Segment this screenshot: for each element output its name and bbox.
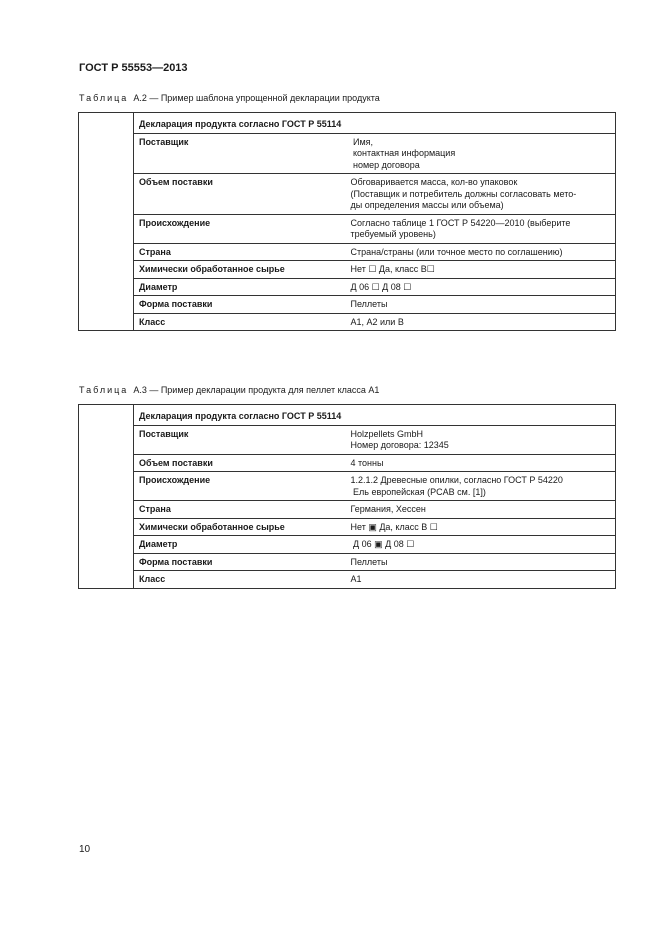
value-line: Страна/страны (или точное место по соглашению) <box>350 246 563 257</box>
caption-text: А.3 — Пример декларации продукта для пеллет класса А1 <box>133 385 380 395</box>
value-line: Номер договора: 12345 <box>350 440 449 450</box>
row-value <box>346 425 616 454</box>
row-label: Объем поставки <box>134 454 346 472</box>
value-line: Д 06 ☐ Д 08 ☐ <box>350 281 412 292</box>
value-line: 1.2.1.2 Древесные опилки, согласно ГОСТ Р 54220 <box>350 475 563 485</box>
row-value <box>346 536 616 554</box>
row-value <box>346 553 616 571</box>
value-line: А1, А2 или В <box>350 316 404 327</box>
table-row <box>79 454 616 472</box>
value-line: Д 06 ▣ Д 08 ☐ <box>350 539 415 549</box>
row-value <box>346 133 616 174</box>
row-value <box>346 454 616 472</box>
value-line: Нет ☐ Да, класс В☐ <box>350 264 435 274</box>
row-label: Объем поставки <box>134 174 346 215</box>
row-label: Происхождение <box>134 472 346 501</box>
table-row <box>79 296 616 314</box>
row-label: Химически обработанное сырье <box>134 261 346 279</box>
row-label: Химически обработанное сырье <box>134 518 346 536</box>
value-line: контактная информация <box>350 148 456 158</box>
value-line: Пеллеты <box>350 299 388 309</box>
row-label: Поставщик <box>134 425 346 454</box>
table-row <box>79 472 616 501</box>
value-line: номер договора <box>350 159 420 170</box>
value-line: Нет ▣ Да, класс В ☐ <box>350 521 438 532</box>
row-value <box>346 518 616 536</box>
table-a3-caption <box>79 385 379 395</box>
value-line: Holzpellets GmbH <box>350 428 424 439</box>
value-line: Ель европейская (PCAB см. [1]) <box>350 486 486 497</box>
table-row <box>79 536 616 554</box>
row-label: Страна <box>134 501 346 519</box>
value-line: Имя, <box>350 136 374 147</box>
value-line: Пеллеты <box>350 556 388 567</box>
row-label: Форма поставки <box>134 553 346 571</box>
row-value <box>346 261 616 279</box>
row-value <box>346 278 616 296</box>
row-label: Класс <box>134 571 346 589</box>
table-heading-row <box>79 405 616 426</box>
table-row <box>79 261 616 279</box>
document-header: ГОСТ Р 55553—2013 <box>79 62 188 74</box>
blank-column <box>79 113 134 331</box>
table-row <box>79 243 616 261</box>
row-label: Форма поставки <box>134 296 346 314</box>
table-row <box>79 313 616 331</box>
value-line: 4 тонны <box>350 457 384 468</box>
caption-word: Таблица <box>79 385 129 395</box>
table-heading-row <box>79 113 616 134</box>
caption-word: Таблица <box>79 93 129 103</box>
table-row <box>79 278 616 296</box>
value-line: Обговаривается масса, кол-во упаковок <box>350 177 518 187</box>
row-value <box>346 296 616 314</box>
value-line: ды определения массы или объема) <box>350 200 504 210</box>
table-row <box>79 553 616 571</box>
value-line: А1 <box>350 574 362 584</box>
value-line: требуемый уровень) <box>350 229 436 239</box>
table-a2-caption <box>79 93 380 103</box>
table-row <box>79 571 616 589</box>
table-heading: Декларация продукта согласно ГОСТ Р 55114 <box>134 113 616 134</box>
table-row <box>79 501 616 519</box>
page-number: 10 <box>79 844 91 855</box>
table-row <box>79 425 616 454</box>
row-label: Диаметр <box>134 536 346 554</box>
value-line: Согласно таблице 1 ГОСТ Р 54220—2010 (выберите <box>350 217 571 228</box>
row-value <box>346 571 616 589</box>
row-label: Происхождение <box>134 214 346 243</box>
value-line: Германия, Хессен <box>350 504 426 514</box>
table-a2 <box>78 112 616 331</box>
row-label: Страна <box>134 243 346 261</box>
table-row <box>79 214 616 243</box>
row-label: Поставщик <box>134 133 346 174</box>
row-label: Диаметр <box>134 278 346 296</box>
row-label: Класс <box>134 313 346 331</box>
row-value <box>346 243 616 261</box>
table-row <box>79 518 616 536</box>
row-value <box>346 501 616 519</box>
row-value <box>346 313 616 331</box>
table-heading: Декларация продукта согласно ГОСТ Р 55114 <box>134 405 616 426</box>
row-value <box>346 472 616 501</box>
table-a3 <box>78 404 616 589</box>
caption-text: А.2 — Пример шаблона упрощенной декларации продукта <box>133 93 380 103</box>
table-row <box>79 174 616 215</box>
table-row <box>79 133 616 174</box>
value-line: (Поставщик и потребитель должны согласовать мето- <box>350 188 577 199</box>
row-value <box>346 214 616 243</box>
blank-column <box>79 405 134 589</box>
row-value <box>346 174 616 215</box>
